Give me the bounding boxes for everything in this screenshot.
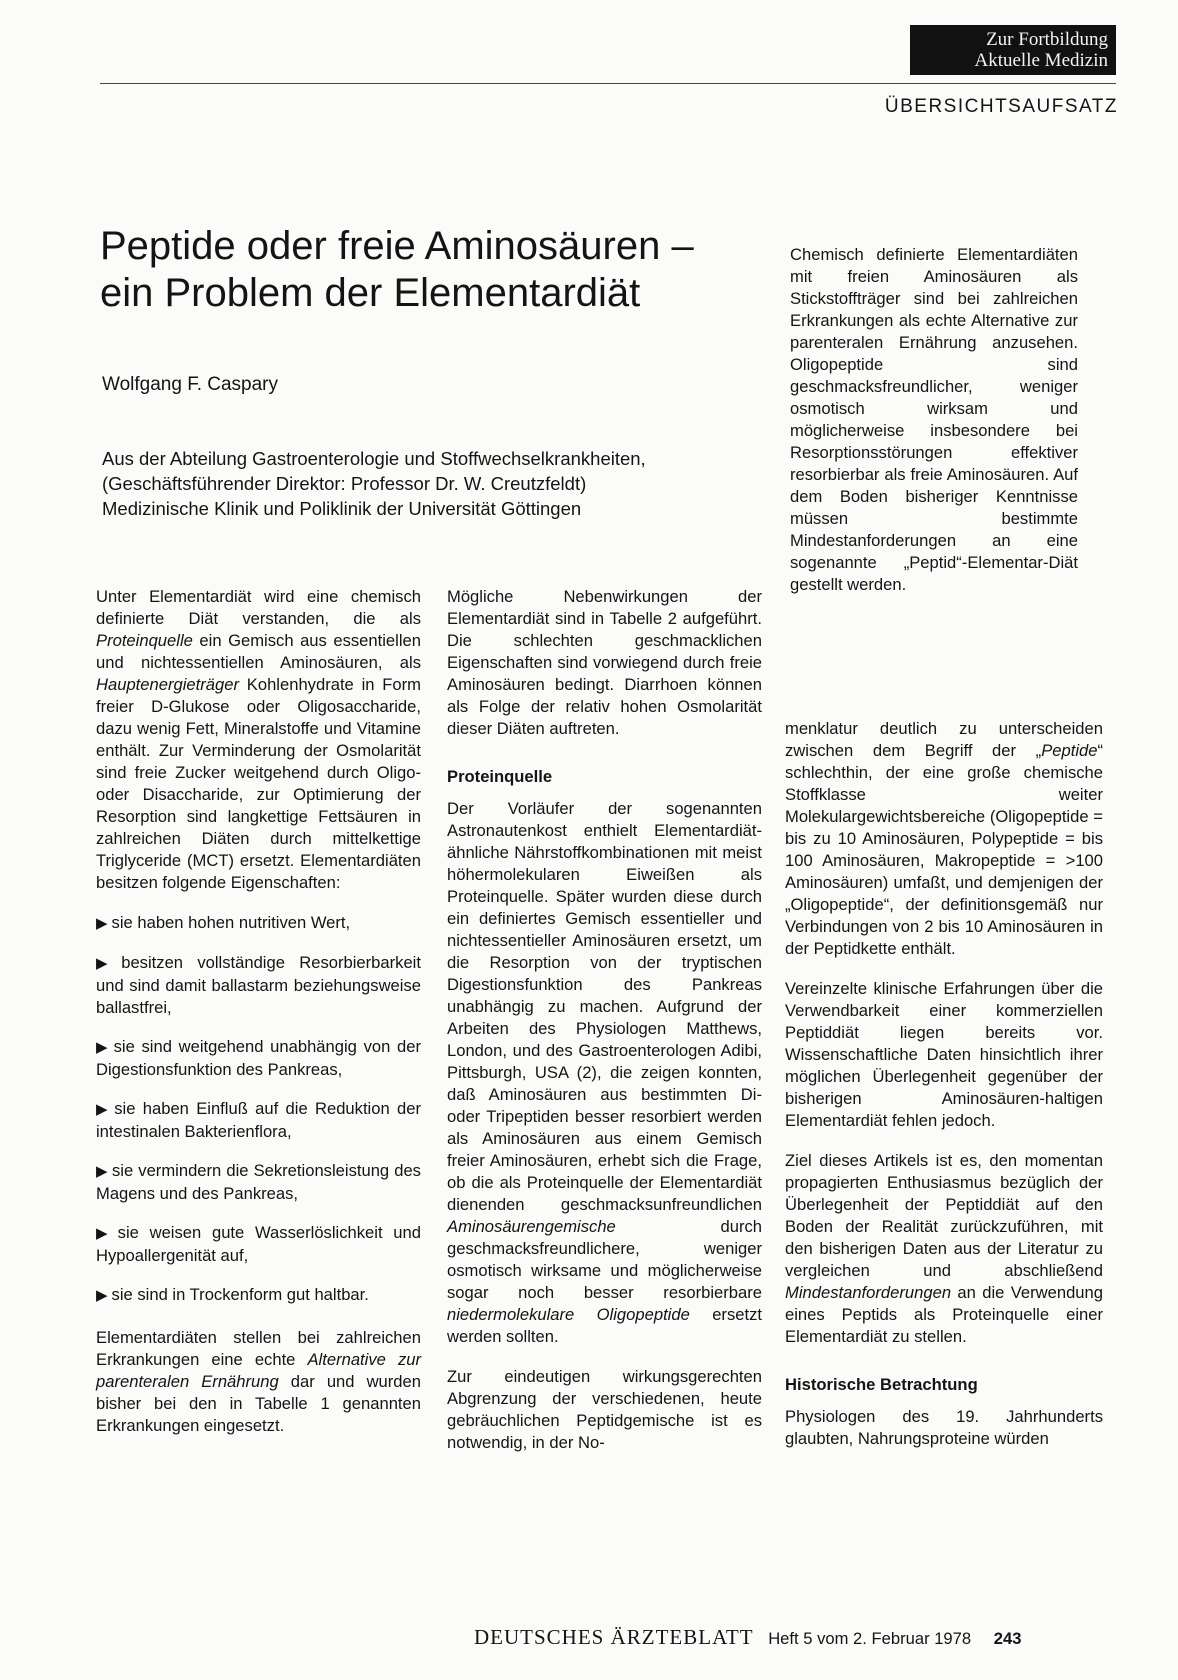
journal-name: DEUTSCHES ÄRZTEBLATT [474,1625,754,1649]
intro-paragraph: Unter Elementardiät wird eine chemisch definierte Diät verstanden, die als Proteinquelle ein Gemisch aus essentiellen und nichtessentiellen Aminosäuren, als Hauptenergieträger Kohlenhydrate in Form freier D-Glukose oder Oligosaccharide, dazu wenig Fett, Mineralstoffe und Vitamine enthält. Zur Verminderung der Osmolarität sind freie Zucker weitgehend durch Oligo- oder Disaccharide, zur Optimierung der Resorption sind langkettige Fettsäuren in zahlreichen Diäten durch mittelkettige Triglyceride (MCT) ersetzt. Elementardiäten besitzen folgende Eigenschaften: [96,587,421,892]
triangle-bullet-icon: ▶ [96,1101,111,1118]
experience-paragraph: Vereinzelte klinische Erfahrungen über die Verwendbarkeit einer kommerziellen Peptiddiät liegen bereits vor. Wissenschaftliche Daten hinsichtlich ihrer möglichen Überlegenheit gegenüber der bisherigen Aminosäuren-haltigen Elementardiät fehlen jedoch. [785,979,1103,1130]
section-label: ÜBERSICHTSAUFSATZ [884,96,1118,117]
list-item: ▶ besitzen vollständige Resorbierbarkeit und sind damit ballastarm beziehungsweise ballastfrei, [96,953,421,1017]
column-3 [785,718,1103,1468]
column-1 [96,586,421,1455]
article-title [100,223,780,317]
list-item: ▶ sie weisen gute Wasserlöslichkeit und Hypoallergenität auf, [96,1223,421,1265]
triangle-bullet-icon: ▶ [96,1225,114,1242]
abgrenzung-paragraph: Zur eindeutigen wirkungsgerechten Abgrenzung der verschiedenen, heute gebräuchlichen Peptidgemische ist es notwendig, in der No- [447,1367,762,1452]
page-footer [474,1625,1021,1650]
affiliation-line-3: Medizinische Klinik und Poliklinik der Universität Göttingen [102,498,582,519]
properties-list [96,912,421,1307]
affiliation-line-2: (Geschäftsführender Direktor: Professor Dr. W. Creutzfeldt) [102,473,587,494]
triangle-bullet-icon: ▶ [96,955,118,972]
side-effects-paragraph: Mögliche Nebenwirkungen der Elementardiät sind in Tabelle 2 aufgeführt. Die schlechten geschmacklichen Eigenschaften sind vorwiegend durch freie Aminosäuren bedingt. Diarrhoen können als Folge der relativ hohen Osmolarität dieser Diäten auftreten. [447,587,762,738]
abstract [790,244,1078,614]
list-item: ▶ sie sind weitgehend unabhängig von der Digestionsfunktion des Pankreas, [96,1037,421,1079]
proteinquelle-paragraph: Der Vorläufer der sogenannten Astronautenkost enthielt Elementardiät-ähnliche Nährstoffkombinationen mit meist höhermolekularen Eiweißen als Proteinquelle. Später wurden diese durch ein definiertes Gemisch essentieller und nichtessentieller Aminosäuren ersetzt, um die Resorption von der tryptischen Digestionsfunktion des Pankreas unabhängig zu machen. Aufgrund der Arbeiten des Physiologen Matthews, London, und des Gastroenterologen Adibi, Pittsburgh, USA (2), die zeigen konnten, daß Aminosäuren aus bestimmten Di- oder Tripeptiden besser resorbiert werden als Aminosäuren aus einem Gemisch freier Aminosäuren, erhebt sich die Frage, ob die als Proteinquelle der Elementardiät dienenden geschmacksunfreundlichen Aminosäurengemische durch geschmacksfreundlichere, weniger osmotisch wirksame und möglicherweise sogar noch besser resorbierbare niedermolekulare Oligopeptide ersetzt werden sollten. [447,799,762,1346]
title-line-1: Peptide oder freie Aminosäuren – [100,224,694,268]
triangle-bullet-icon: ▶ [96,1039,110,1056]
triangle-bullet-icon: ▶ [96,1287,108,1304]
history-paragraph: Physiologen des 19. Jahrhunderts glaubten, Nahrungsproteine würden [785,1407,1103,1448]
triangle-bullet-icon: ▶ [96,1163,108,1180]
column-2 [447,586,762,1472]
affiliation [102,446,802,521]
list-item: ▶ sie sind in Trockenform gut haltbar. [96,1285,369,1304]
tag-line-medizin: Aktuelle Medizin [974,50,1108,71]
title-line-2: ein Problem der Elementardiät [100,271,641,315]
page-number: 243 [993,1629,1022,1648]
tag-line-fortbildung: Zur Fortbildung [986,29,1108,50]
aim-paragraph: Ziel dieses Artikels ist es, den momentan propagierten Enthusiasmus bezüglich der Überlegenheit der Peptiddiät auf den Boden der Realität zurückzuführen, mit den bisherigen Daten aus der Literatur zu vergleichen und abschließend Mindestanforderungen an die Verwendung eines Peptids als Proteinquelle einer Elementardiät zu stellen. [785,1151,1103,1346]
closing-paragraph: Elementardiäten stellen bei zahlreichen Erkrankungen eine echte Alternative zur parenteralen Ernährung dar und wurden bisher bei den in Tabelle 1 genannten Erkrankungen eingesetzt. [96,1328,421,1435]
author: Wolfgang F. Caspary [102,374,279,395]
issue-info: Heft 5 vom 2. Februar 1978 [768,1629,972,1648]
list-item: ▶ sie haben Einfluß auf die Reduktion der intestinalen Bakterienflora, [96,1099,421,1141]
nomenclature-paragraph: menklatur deutlich zu unterscheiden zwischen dem Begriff der „Peptide“ schlechthin, der eine große chemische Stoffklasse weiter Molekulargewichtsbereiche (Oligopeptide = bis zu 10 Aminosäuren, Polypeptide = bis 100 Aminosäuren, Makropeptide = >100 Aminosäuren) umfaßt, und demjenigen der „Oligopeptide“, der definitionsgemäß nur Verbindungen von 2 bis 10 Aminosäuren in der Peptidkette enthält. [785,719,1103,958]
section-tag [910,25,1116,75]
header-rule [100,83,1116,84]
heading-historische-betrachtung: Historische Betrachtung [785,1375,978,1394]
abstract-text: Chemisch definierte Elementardiäten mit freien Aminosäuren als Stickstoffträger sind bei zahlreichen Erkrankungen als echte Alternative zur parenteralen Ernährung anzusehen. Oligopeptide sind geschmacksfreundlicher, weniger osmotisch wirksam und möglicherweise insbesondere bei Resorptionsstörungen effektiver resorbierbar als freie Aminosäuren. Auf dem Boden bisheriger Kenntnisse müssen bestimmte Mindestanforderungen an eine sogenannte „Peptid“-Elementar-Diät gestellt werden. [790,245,1078,594]
list-item: ▶ sie haben hohen nutritiven Wert, [96,913,351,932]
triangle-bullet-icon: ▶ [96,915,108,932]
affiliation-line-1: Aus der Abteilung Gastroenterologie und Stoffwechselkrankheiten, [102,448,646,469]
list-item: ▶ sie vermindern die Sekretionsleistung des Magens und des Pankreas, [96,1161,421,1203]
heading-proteinquelle: Proteinquelle [447,767,553,786]
